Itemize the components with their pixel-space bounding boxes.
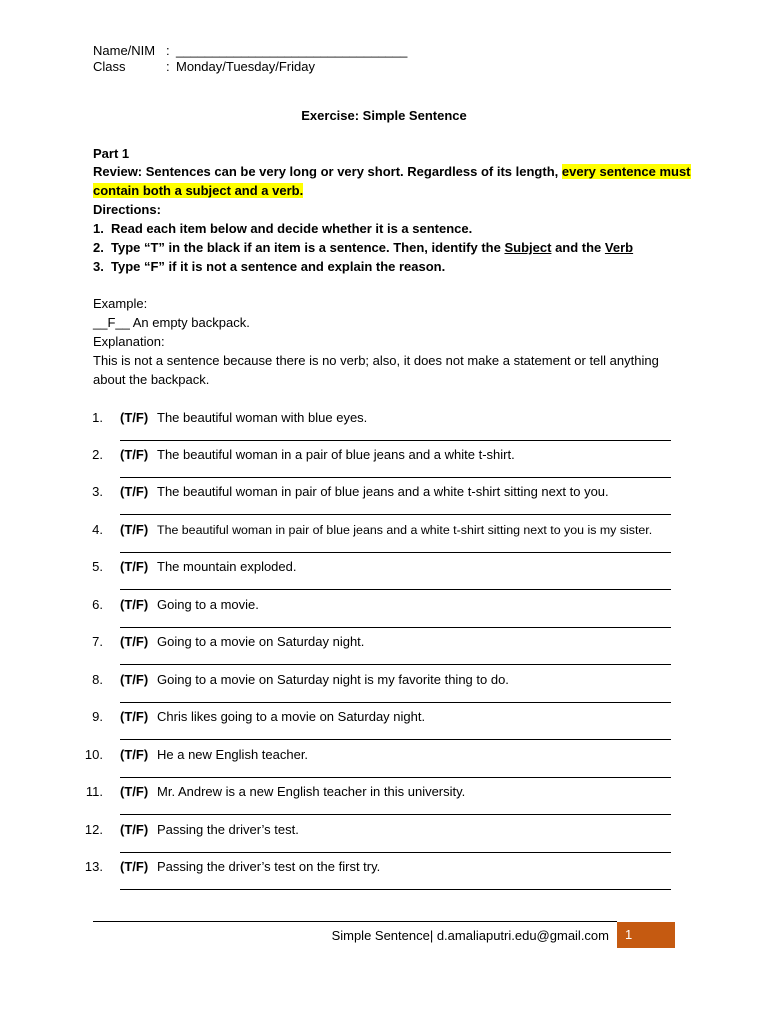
direction-2-text xyxy=(111,239,633,257)
review-text: Review: Sentences can be very long or very short. Regardless of its length, xyxy=(93,164,559,179)
part-heading: Part 1 xyxy=(93,146,130,161)
page-number-box xyxy=(617,922,675,948)
item-tf-marker: (T/F) xyxy=(120,822,149,837)
item-number: 1. xyxy=(92,410,103,425)
item-number: 6. xyxy=(92,597,103,612)
list-item xyxy=(0,821,768,851)
answer-line[interactable] xyxy=(120,477,671,478)
item-number: 4. xyxy=(92,522,103,537)
item-number: 8. xyxy=(92,672,103,687)
list-item xyxy=(0,746,768,776)
explanation-line-1: This is not a sentence because there is no verb; also, it does not make a statement or tell anything xyxy=(93,353,659,368)
list-item xyxy=(0,633,768,663)
answer-line[interactable] xyxy=(120,552,671,553)
item-text: The mountain exploded. xyxy=(157,559,297,574)
answer-line[interactable] xyxy=(120,814,671,815)
item-tf-marker: (T/F) xyxy=(120,672,149,687)
item-tf-marker: (T/F) xyxy=(120,709,149,724)
item-tf-marker: (T/F) xyxy=(120,559,149,574)
example-item: __F__ An empty backpack. xyxy=(93,315,250,330)
list-item xyxy=(0,671,768,701)
item-text: The beautiful woman in pair of blue jeans and a white t-shirt sitting next to you is my sister. xyxy=(157,523,653,537)
explanation-label: Explanation: xyxy=(93,334,165,349)
answer-line[interactable] xyxy=(120,739,671,740)
answer-line[interactable] xyxy=(120,514,671,515)
footer-text: Simple Sentence| d.amaliaputri.edu@gmail.com xyxy=(331,928,609,943)
direction-1-text: Read each item below and decide whether it is a sentence. xyxy=(111,221,473,236)
item-text: Passing the driver’s test. xyxy=(157,822,299,837)
name-separator: : xyxy=(166,43,170,58)
item-tf-marker: (T/F) xyxy=(120,447,149,462)
item-tf-marker: (T/F) xyxy=(120,522,149,537)
review-line-1 xyxy=(93,163,691,181)
review-highlight-2: contain both a subject and a verb. xyxy=(93,183,304,198)
explanation-line-2: about the backpack. xyxy=(93,372,210,387)
answer-line[interactable] xyxy=(120,627,671,628)
item-text: Passing the driver’s test on the first try. xyxy=(157,859,381,874)
direction-2-number: 2. xyxy=(93,240,104,255)
item-number: 11. xyxy=(85,784,103,799)
review-line-2 xyxy=(93,182,303,200)
item-number: 9. xyxy=(92,709,103,724)
answer-line[interactable] xyxy=(120,440,671,441)
item-text: The beautiful woman in pair of blue jeans and a white t-shirt sitting next to you. xyxy=(157,484,609,499)
page-number: 1 xyxy=(625,927,633,942)
item-number: 3. xyxy=(92,484,103,499)
answer-line[interactable] xyxy=(120,889,671,890)
item-text: Chris likes going to a movie on Saturday night. xyxy=(157,709,426,724)
class-separator: : xyxy=(166,59,170,74)
list-item xyxy=(0,483,768,513)
class-value: Monday/Tuesday/Friday xyxy=(176,59,315,74)
example-label: Example: xyxy=(93,296,148,311)
page-title: Exercise: Simple Sentence xyxy=(301,108,467,123)
item-text: Going to a movie on Saturday night. xyxy=(157,634,365,649)
list-item xyxy=(0,858,768,888)
class-label: Class xyxy=(93,59,126,74)
direction-2-and: and the xyxy=(555,240,602,255)
item-text: He a new English teacher. xyxy=(157,747,309,762)
answer-line[interactable] xyxy=(120,777,671,778)
item-tf-marker: (T/F) xyxy=(120,597,149,612)
directions-label: Directions: xyxy=(93,202,161,217)
subject-term: Subject xyxy=(504,240,552,255)
list-item xyxy=(0,558,768,588)
footer-divider xyxy=(93,921,617,922)
item-tf-marker: (T/F) xyxy=(120,859,149,874)
direction-3-number: 3. xyxy=(93,259,104,274)
answer-line[interactable] xyxy=(120,664,671,665)
item-tf-marker: (T/F) xyxy=(120,484,149,499)
list-item xyxy=(0,596,768,626)
name-blank: ________________________________ xyxy=(176,43,408,58)
item-number: 10. xyxy=(84,747,103,762)
answer-line[interactable] xyxy=(120,852,671,853)
direction-3-text: Type “F” if it is not a sentence and explain the reason. xyxy=(111,259,446,274)
item-tf-marker: (T/F) xyxy=(120,410,149,425)
item-text: Mr. Andrew is a new English teacher in this university. xyxy=(157,784,466,799)
item-tf-marker: (T/F) xyxy=(120,634,149,649)
item-tf-marker: (T/F) xyxy=(120,784,149,799)
verb-term: Verb xyxy=(604,240,634,255)
review-highlight-1: every sentence must xyxy=(561,164,691,179)
direction-2-lead: Type “T” in the black if an item is a sentence. Then, identify the xyxy=(111,240,501,255)
answer-line[interactable] xyxy=(120,589,671,590)
item-tf-marker: (T/F) xyxy=(120,747,149,762)
item-text: The beautiful woman with blue eyes. xyxy=(157,410,368,425)
item-number: 2. xyxy=(92,447,103,462)
item-number: 13. xyxy=(84,859,103,874)
list-item xyxy=(0,446,768,476)
name-label: Name/NIM xyxy=(93,43,156,58)
item-text: The beautiful woman in a pair of blue jeans and a white t-shirt. xyxy=(157,447,515,462)
list-item xyxy=(0,521,768,551)
direction-1-number: 1. xyxy=(93,221,104,236)
list-item xyxy=(0,708,768,738)
item-number: 12. xyxy=(84,822,103,837)
item-text: Going to a movie on Saturday night is my favorite thing to do. xyxy=(157,672,509,687)
answer-line[interactable] xyxy=(120,702,671,703)
list-item xyxy=(0,409,768,439)
item-text: Going to a movie. xyxy=(157,597,259,612)
list-item xyxy=(0,783,768,813)
item-number: 5. xyxy=(92,559,103,574)
item-number: 7. xyxy=(92,634,103,649)
